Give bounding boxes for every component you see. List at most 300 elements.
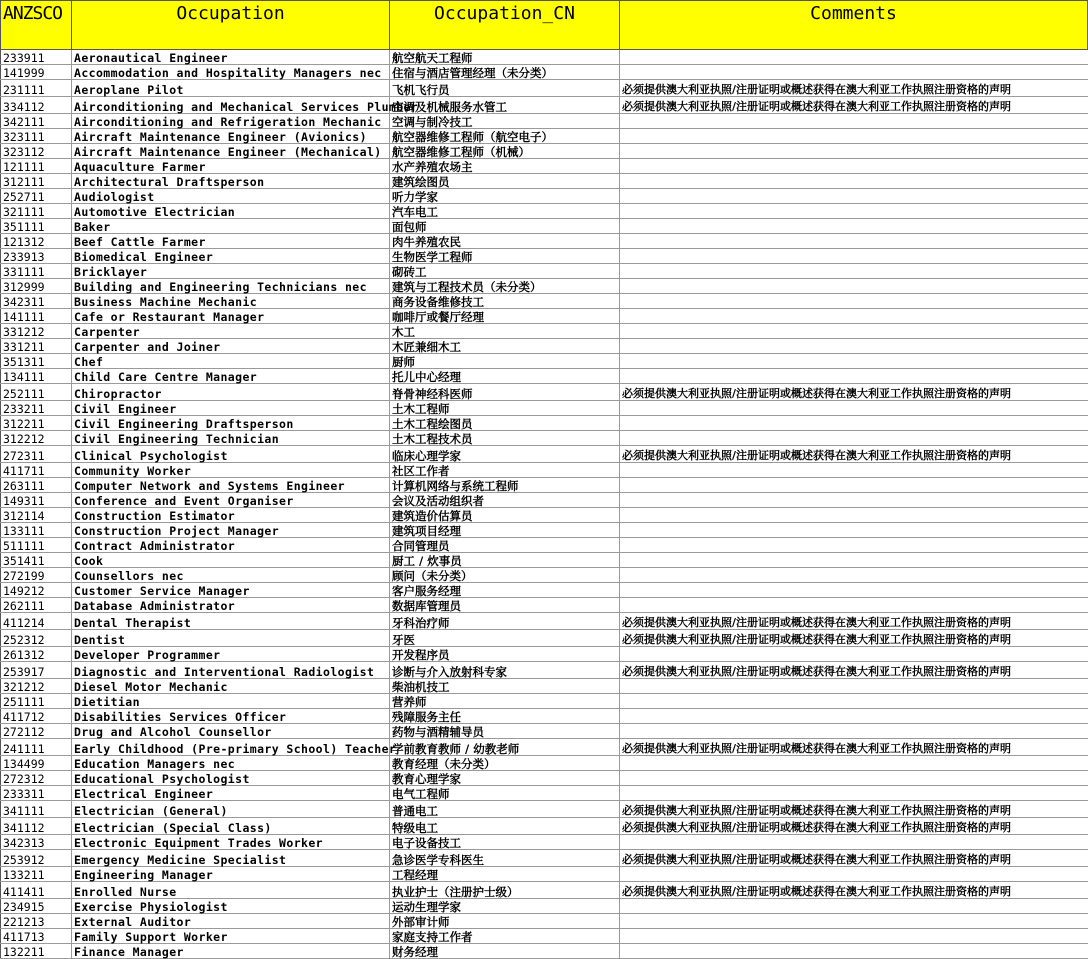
anzsco-cell[interactable]: 351111 [1,219,72,234]
occupation-cell[interactable]: Electrician (Special Class) [72,818,390,835]
occupation-cn-cell[interactable]: 空调与制冷技工 [390,114,620,129]
anzsco-cell[interactable]: 221213 [1,914,72,929]
occupation-cell[interactable]: Electronic Equipment Trades Worker [72,835,390,850]
comments-cell[interactable] [620,694,1088,709]
anzsco-cell[interactable]: 253917 [1,662,72,679]
occupation-cell[interactable]: Cook [72,553,390,568]
occupation-cn-cell[interactable]: 面包师 [390,219,620,234]
comments-cell[interactable] [620,724,1088,739]
occupation-cn-cell[interactable]: 生物医学工程师 [390,249,620,264]
anzsco-cell[interactable]: 323112 [1,144,72,159]
occupation-cn-cell[interactable]: 药物与酒精辅导员 [390,724,620,739]
comments-cell[interactable] [620,523,1088,538]
table-row [1,647,1088,662]
occupation-cell[interactable]: Diagnostic and Interventional Radiologist [72,662,390,679]
table-row [1,97,1088,114]
comments-cell[interactable] [620,309,1088,324]
occupation-cell[interactable]: Building and Engineering Technicians nec [72,279,390,294]
table-row [1,756,1088,771]
table-row [1,662,1088,679]
comments-cell[interactable] [620,431,1088,446]
occupation-cell[interactable]: Architectural Draftsperson [72,174,390,189]
anzsco-cell[interactable]: 334112 [1,97,72,114]
anzsco-cell[interactable]: 323111 [1,129,72,144]
anzsco-cell[interactable]: 342313 [1,835,72,850]
comments-cell[interactable] [620,204,1088,219]
table-row [1,944,1088,959]
occupation-cell[interactable]: Educational Psychologist [72,771,390,786]
table-row [1,538,1088,553]
table-body [1,50,1088,959]
table-row [1,694,1088,709]
comments-cell[interactable] [620,463,1088,478]
comments-cell[interactable]: 必须提供澳大利亚执照/注册证明或概述获得在澳大利亚工作执照注册资格的声明 [620,801,1088,818]
occupation-cell[interactable]: Early Childhood (Pre-primary School) Teacher [72,739,390,756]
comments-cell[interactable] [620,159,1088,174]
occupation-cell[interactable]: Electrician (General) [72,801,390,818]
table-row [1,835,1088,850]
table-row [1,354,1088,369]
occupation-cn-cell[interactable]: 学前教育教师 / 幼教老师 [390,739,620,756]
occupation-cn-cell[interactable]: 牙医 [390,630,620,647]
occupation-cn-cell[interactable]: 土木工程师 [390,401,620,416]
anzsco-cell[interactable]: 134499 [1,756,72,771]
comments-cell[interactable]: 必须提供澳大利亚执照/注册证明或概述获得在澳大利亚工作执照注册资格的声明 [620,882,1088,899]
anzsco-cell[interactable]: 511111 [1,538,72,553]
occupation-cn-cell[interactable]: 柴油机技工 [390,679,620,694]
occupation-cell[interactable]: Contract Administrator [72,538,390,553]
anzsco-cell[interactable]: 341112 [1,818,72,835]
occupation-cn-cell[interactable]: 合同管理员 [390,538,620,553]
anzsco-cell[interactable]: 312999 [1,279,72,294]
comments-cell[interactable] [620,756,1088,771]
occupation-cn-cell[interactable]: 厨师 [390,354,620,369]
table-row [1,739,1088,756]
occupation-cell[interactable]: Database Administrator [72,598,390,613]
occupation-cell[interactable]: Conference and Event Organiser [72,493,390,508]
table-row [1,294,1088,309]
anzsco-cell[interactable]: 312211 [1,416,72,431]
comments-cell[interactable] [620,493,1088,508]
anzsco-cell[interactable]: 272312 [1,771,72,786]
comments-cell[interactable] [620,478,1088,493]
anzsco-cell[interactable]: 321111 [1,204,72,219]
table-row [1,929,1088,944]
comments-cell[interactable] [620,914,1088,929]
comments-cell[interactable]: 必须提供澳大利亚执照/注册证明或概述获得在澳大利亚工作执照注册资格的声明 [620,739,1088,756]
occupation-cn-cell[interactable]: 航空器维修工程师（机械） [390,144,620,159]
comments-cell[interactable] [620,189,1088,204]
occupation-cn-cell[interactable]: 建筑造价估算员 [390,508,620,523]
occupation-cell[interactable]: Civil Engineering Draftsperson [72,416,390,431]
anzsco-cell[interactable]: 321212 [1,679,72,694]
occupation-cell[interactable]: Carpenter and Joiner [72,339,390,354]
comments-cell[interactable] [620,65,1088,80]
comments-cell[interactable] [620,709,1088,724]
comments-cell[interactable] [620,279,1088,294]
occupation-cn-cell[interactable]: 飞机飞行员 [390,80,620,97]
occupation-cn-cell[interactable]: 临床心理学家 [390,446,620,463]
comments-cell[interactable] [620,771,1088,786]
anzsco-cell[interactable]: 233913 [1,249,72,264]
anzsco-cell[interactable]: 342111 [1,114,72,129]
comments-cell[interactable] [620,508,1088,523]
table-row [1,630,1088,647]
table-row [1,384,1088,401]
occupation-cn-cell[interactable]: 教育心理学家 [390,771,620,786]
anzsco-cell[interactable]: 251111 [1,694,72,709]
occupation-cell[interactable]: Electrical Engineer [72,786,390,801]
table-row [1,850,1088,867]
header-comments[interactable]: Comments [620,1,1088,50]
anzsco-cell[interactable]: 342311 [1,294,72,309]
occupation-cell[interactable]: Dental Therapist [72,613,390,630]
occupation-cell[interactable]: Civil Engineering Technician [72,431,390,446]
anzsco-cell[interactable]: 411214 [1,613,72,630]
anzsco-cell[interactable]: 262111 [1,598,72,613]
anzsco-cell[interactable]: 312212 [1,431,72,446]
occupation-cell[interactable]: Dietitian [72,694,390,709]
anzsco-cell[interactable]: 263111 [1,478,72,493]
occupation-cell[interactable]: Child Care Centre Manager [72,369,390,384]
comments-cell[interactable]: 必须提供澳大利亚执照/注册证明或概述获得在澳大利亚工作执照注册资格的声明 [620,80,1088,97]
table-row [1,234,1088,249]
occupation-cell[interactable]: External Auditor [72,914,390,929]
occupation-cn-cell[interactable]: 营养师 [390,694,620,709]
comments-cell[interactable] [620,944,1088,959]
occupation-cell[interactable]: Bricklayer [72,264,390,279]
anzsco-cell[interactable]: 341111 [1,801,72,818]
table-row [1,219,1088,234]
comments-cell[interactable] [620,929,1088,944]
anzsco-cell[interactable]: 241111 [1,739,72,756]
comments-cell[interactable] [620,324,1088,339]
anzsco-cell[interactable]: 234915 [1,899,72,914]
anzsco-cell[interactable]: 312111 [1,174,72,189]
occupation-cell[interactable]: Construction Estimator [72,508,390,523]
comments-cell[interactable] [620,354,1088,369]
occupation-cn-cell[interactable]: 普通电工 [390,801,620,818]
comments-cell[interactable] [620,114,1088,129]
occupation-cn-cell[interactable]: 工程经理 [390,867,620,882]
occupation-cn-cell[interactable]: 建筑项目经理 [390,523,620,538]
comments-cell[interactable]: 必须提供澳大利亚执照/注册证明或概述获得在澳大利亚工作执照注册资格的声明 [620,662,1088,679]
occupation-cn-cell[interactable]: 航空航天工程师 [390,50,620,65]
comments-cell[interactable] [620,174,1088,189]
table-row [1,50,1088,65]
header-row [1,1,1088,50]
anzsco-cell[interactable]: 411713 [1,929,72,944]
comments-cell[interactable] [620,50,1088,65]
occupation-cell[interactable]: Finance Manager [72,944,390,959]
table-row [1,129,1088,144]
comments-cell[interactable] [620,786,1088,801]
occupation-cn-cell[interactable]: 电气工程师 [390,786,620,801]
anzsco-cell[interactable]: 411711 [1,463,72,478]
table-row [1,709,1088,724]
occupation-cell[interactable]: Cafe or Restaurant Manager [72,309,390,324]
comments-cell[interactable] [620,129,1088,144]
occupation-cn-cell[interactable]: 残障服务主任 [390,709,620,724]
comments-cell[interactable] [620,339,1088,354]
anzsco-cell[interactable]: 252312 [1,630,72,647]
occupation-cn-cell[interactable]: 汽车电工 [390,204,620,219]
occupation-cell[interactable]: Business Machine Mechanic [72,294,390,309]
comments-cell[interactable] [620,867,1088,882]
comments-cell[interactable]: 必须提供澳大利亚执照/注册证明或概述获得在澳大利亚工作执照注册资格的声明 [620,850,1088,867]
table-row [1,553,1088,568]
occupation-cell[interactable]: Counsellors nec [72,568,390,583]
occupation-cell[interactable]: Dentist [72,630,390,647]
occupation-cn-cell[interactable]: 建筑绘图员 [390,174,620,189]
table-row [1,786,1088,801]
table-row [1,309,1088,324]
occupation-cell[interactable]: Aircraft Maintenance Engineer (Mechanical) [72,144,390,159]
occupation-cell[interactable]: Baker [72,219,390,234]
anzsco-cell[interactable]: 134111 [1,369,72,384]
occupation-cn-cell[interactable]: 开发程序员 [390,647,620,662]
occupation-cn-cell[interactable]: 牙科治疗师 [390,613,620,630]
occupation-cn-cell[interactable]: 社区工作者 [390,463,620,478]
occupation-cn-cell[interactable]: 土木工程绘图员 [390,416,620,431]
occupation-cell[interactable]: Computer Network and Systems Engineer [72,478,390,493]
table-row [1,114,1088,129]
anzsco-cell[interactable]: 261312 [1,647,72,662]
occupation-cell[interactable]: Chef [72,354,390,369]
table-row [1,264,1088,279]
occupation-cell[interactable]: Engineering Manager [72,867,390,882]
occupation-cell[interactable]: Aeroplane Pilot [72,80,390,97]
occupation-cn-cell[interactable]: 托儿中心经理 [390,369,620,384]
occupation-cell[interactable]: Airconditioning and Refrigeration Mechanic [72,114,390,129]
table-row [1,416,1088,431]
occupation-cn-cell[interactable]: 会议及活动组织者 [390,493,620,508]
occupation-cell[interactable]: Beef Cattle Farmer [72,234,390,249]
occupation-cn-cell[interactable]: 建筑与工程技术员（未分类） [390,279,620,294]
comments-cell[interactable] [620,416,1088,431]
anzsco-cell[interactable]: 132211 [1,944,72,959]
anzsco-cell[interactable]: 233211 [1,401,72,416]
table-row [1,204,1088,219]
table-row [1,144,1088,159]
occupation-cn-cell[interactable]: 木工 [390,324,620,339]
anzsco-cell[interactable]: 272199 [1,568,72,583]
table-row [1,882,1088,899]
table-row [1,431,1088,446]
table-row [1,598,1088,613]
table-row [1,339,1088,354]
occupation-cell[interactable]: Disabilities Services Officer [72,709,390,724]
table-row [1,80,1088,97]
table-row [1,189,1088,204]
occupation-cn-cell[interactable]: 诊断与介入放射科专家 [390,662,620,679]
comments-cell[interactable] [620,679,1088,694]
anzsco-cell[interactable]: 121111 [1,159,72,174]
occupation-cell[interactable]: Developer Programmer [72,647,390,662]
table-row [1,568,1088,583]
occupation-cn-cell[interactable]: 商务设备维修技工 [390,294,620,309]
occupation-cn-cell[interactable]: 木匠兼细木工 [390,339,620,354]
occupation-cell[interactable]: Drug and Alcohol Counsellor [72,724,390,739]
occupation-cell[interactable]: Emergency Medicine Specialist [72,850,390,867]
occupation-cell[interactable]: Customer Service Manager [72,583,390,598]
table-row [1,463,1088,478]
anzsco-cell[interactable]: 331211 [1,339,72,354]
occupation-cn-cell[interactable]: 家庭支持工作者 [390,929,620,944]
anzsco-cell[interactable]: 411712 [1,709,72,724]
anzsco-cell[interactable]: 231111 [1,80,72,97]
comments-cell[interactable]: 必须提供澳大利亚执照/注册证明或概述获得在澳大利亚工作执照注册资格的声明 [620,384,1088,401]
table-row [1,478,1088,493]
comments-cell[interactable] [620,401,1088,416]
occupation-cell[interactable]: Clinical Psychologist [72,446,390,463]
occupation-cn-cell[interactable]: 特级电工 [390,818,620,835]
comments-cell[interactable]: 必须提供澳大利亚执照/注册证明或概述获得在澳大利亚工作执照注册资格的声明 [620,818,1088,835]
table-row [1,801,1088,818]
occupation-cell[interactable]: Education Managers nec [72,756,390,771]
occupation-cell[interactable]: Enrolled Nurse [72,882,390,899]
occupation-cn-cell[interactable]: 客户服务经理 [390,583,620,598]
table-row [1,493,1088,508]
comments-cell[interactable] [620,835,1088,850]
anzsco-cell[interactable]: 272311 [1,446,72,463]
table-row [1,867,1088,882]
occupation-cell[interactable]: Audiologist [72,189,390,204]
comments-cell[interactable] [620,553,1088,568]
occupation-cn-cell[interactable]: 运动生理学家 [390,899,620,914]
anzsco-cell[interactable]: 252111 [1,384,72,401]
table-row [1,818,1088,835]
occupation-cn-cell[interactable]: 肉牛养殖农民 [390,234,620,249]
anzsco-cell[interactable]: 253912 [1,850,72,867]
header-anzsco[interactable]: ANZSCO [1,1,72,50]
anzsco-cell[interactable]: 351311 [1,354,72,369]
table-row [1,899,1088,914]
comments-cell[interactable]: 必须提供澳大利亚执照/注册证明或概述获得在澳大利亚工作执照注册资格的声明 [620,446,1088,463]
occupation-cn-cell[interactable]: 航空器维修工程师（航空电子） [390,129,620,144]
occupation-cell[interactable]: Construction Project Manager [72,523,390,538]
occupation-cell[interactable]: Automotive Electrician [72,204,390,219]
anzsco-cell[interactable]: 351411 [1,553,72,568]
table-row [1,771,1088,786]
comments-cell[interactable] [620,144,1088,159]
occupation-cell[interactable]: Civil Engineer [72,401,390,416]
occupation-cn-cell[interactable]: 顾问（未分类） [390,568,620,583]
table-row [1,914,1088,929]
occupation-cn-cell[interactable]: 空调及机械服务水管工 [390,97,620,114]
anzsco-cell[interactable]: 411411 [1,882,72,899]
comments-cell[interactable] [620,369,1088,384]
occupation-cn-cell[interactable]: 砌砖工 [390,264,620,279]
table-row [1,583,1088,598]
anzsco-cell[interactable]: 252711 [1,189,72,204]
table-row [1,679,1088,694]
header-occupation-cn[interactable]: Occupation_CN [390,1,620,50]
occupation-cell[interactable]: Exercise Physiologist [72,899,390,914]
anzsco-cell[interactable]: 233311 [1,786,72,801]
occupation-cn-cell[interactable]: 厨工 / 炊事员 [390,553,620,568]
occupation-cell[interactable]: Aeronautical Engineer [72,50,390,65]
comments-cell[interactable] [620,249,1088,264]
occupation-cn-cell[interactable]: 脊骨神经科医师 [390,384,620,401]
occupation-cell[interactable]: Biomedical Engineer [72,249,390,264]
anzsco-cell[interactable]: 149311 [1,493,72,508]
comments-cell[interactable] [620,234,1088,249]
comments-cell[interactable]: 必须提供澳大利亚执照/注册证明或概述获得在澳大利亚工作执照注册资格的声明 [620,97,1088,114]
table-row [1,159,1088,174]
comments-cell[interactable] [620,538,1088,553]
comments-cell[interactable] [620,647,1088,662]
occupation-cn-cell[interactable]: 住宿与酒店管理经理（未分类） [390,65,620,80]
occupation-cn-cell[interactable]: 执业护士（注册护士级） [390,882,620,899]
anzsco-cell[interactable]: 233911 [1,50,72,65]
occupation-cn-cell[interactable]: 土木工程技术员 [390,431,620,446]
occupation-cell[interactable]: Aircraft Maintenance Engineer (Avionics) [72,129,390,144]
occupation-cn-cell[interactable]: 咖啡厅或餐厅经理 [390,309,620,324]
comments-cell[interactable]: 必须提供澳大利亚执照/注册证明或概述获得在澳大利亚工作执照注册资格的声明 [620,630,1088,647]
anzsco-cell[interactable]: 312114 [1,508,72,523]
occupation-cell[interactable]: Aquaculture Farmer [72,159,390,174]
occupation-cell[interactable]: Diesel Motor Mechanic [72,679,390,694]
comments-cell[interactable] [620,899,1088,914]
occupation-cn-cell[interactable]: 财务经理 [390,944,620,959]
comments-cell[interactable] [620,219,1088,234]
anzsco-cell[interactable]: 141999 [1,65,72,80]
anzsco-cell[interactable]: 331111 [1,264,72,279]
occupation-cell[interactable]: Community Worker [72,463,390,478]
comments-cell[interactable] [620,568,1088,583]
table-row [1,324,1088,339]
anzsco-cell[interactable]: 141111 [1,309,72,324]
occupation-cn-cell[interactable]: 电子设备技工 [390,835,620,850]
anzsco-cell[interactable]: 331212 [1,324,72,339]
occupation-cn-cell[interactable]: 听力学家 [390,189,620,204]
header-occupation[interactable]: Occupation [72,1,390,50]
occupation-cell[interactable]: Carpenter [72,324,390,339]
anzsco-cell[interactable]: 133211 [1,867,72,882]
table-row [1,446,1088,463]
comments-cell[interactable] [620,583,1088,598]
occupation-cell[interactable]: Family Support Worker [72,929,390,944]
table-row [1,369,1088,384]
table-row [1,613,1088,630]
anzsco-cell[interactable]: 149212 [1,583,72,598]
table-row [1,401,1088,416]
occupation-cn-cell[interactable]: 外部审计师 [390,914,620,929]
comments-cell[interactable] [620,598,1088,613]
anzsco-cell[interactable]: 121312 [1,234,72,249]
occupation-cn-cell[interactable]: 急诊医学专科医生 [390,850,620,867]
table-row [1,279,1088,294]
occupation-cell[interactable]: Accommodation and Hospitality Managers nec [72,65,390,80]
occupation-cn-cell[interactable]: 数据库管理员 [390,598,620,613]
table-row [1,724,1088,739]
occupation-cn-cell[interactable]: 教育经理（未分类） [390,756,620,771]
occupation-cn-cell[interactable]: 计算机网络与系统工程师 [390,478,620,493]
anzsco-cell[interactable]: 133111 [1,523,72,538]
table-row [1,508,1088,523]
comments-cell[interactable]: 必须提供澳大利亚执照/注册证明或概述获得在澳大利亚工作执照注册资格的声明 [620,613,1088,630]
table-row [1,523,1088,538]
comments-cell[interactable] [620,264,1088,279]
anzsco-cell[interactable]: 272112 [1,724,72,739]
table-row [1,65,1088,80]
occupation-cell[interactable]: Chiropractor [72,384,390,401]
comments-cell[interactable] [620,294,1088,309]
table-row [1,174,1088,189]
occupation-cell[interactable]: Airconditioning and Mechanical Services Plumber [72,97,390,114]
occupation-cn-cell[interactable]: 水产养殖农场主 [390,159,620,174]
